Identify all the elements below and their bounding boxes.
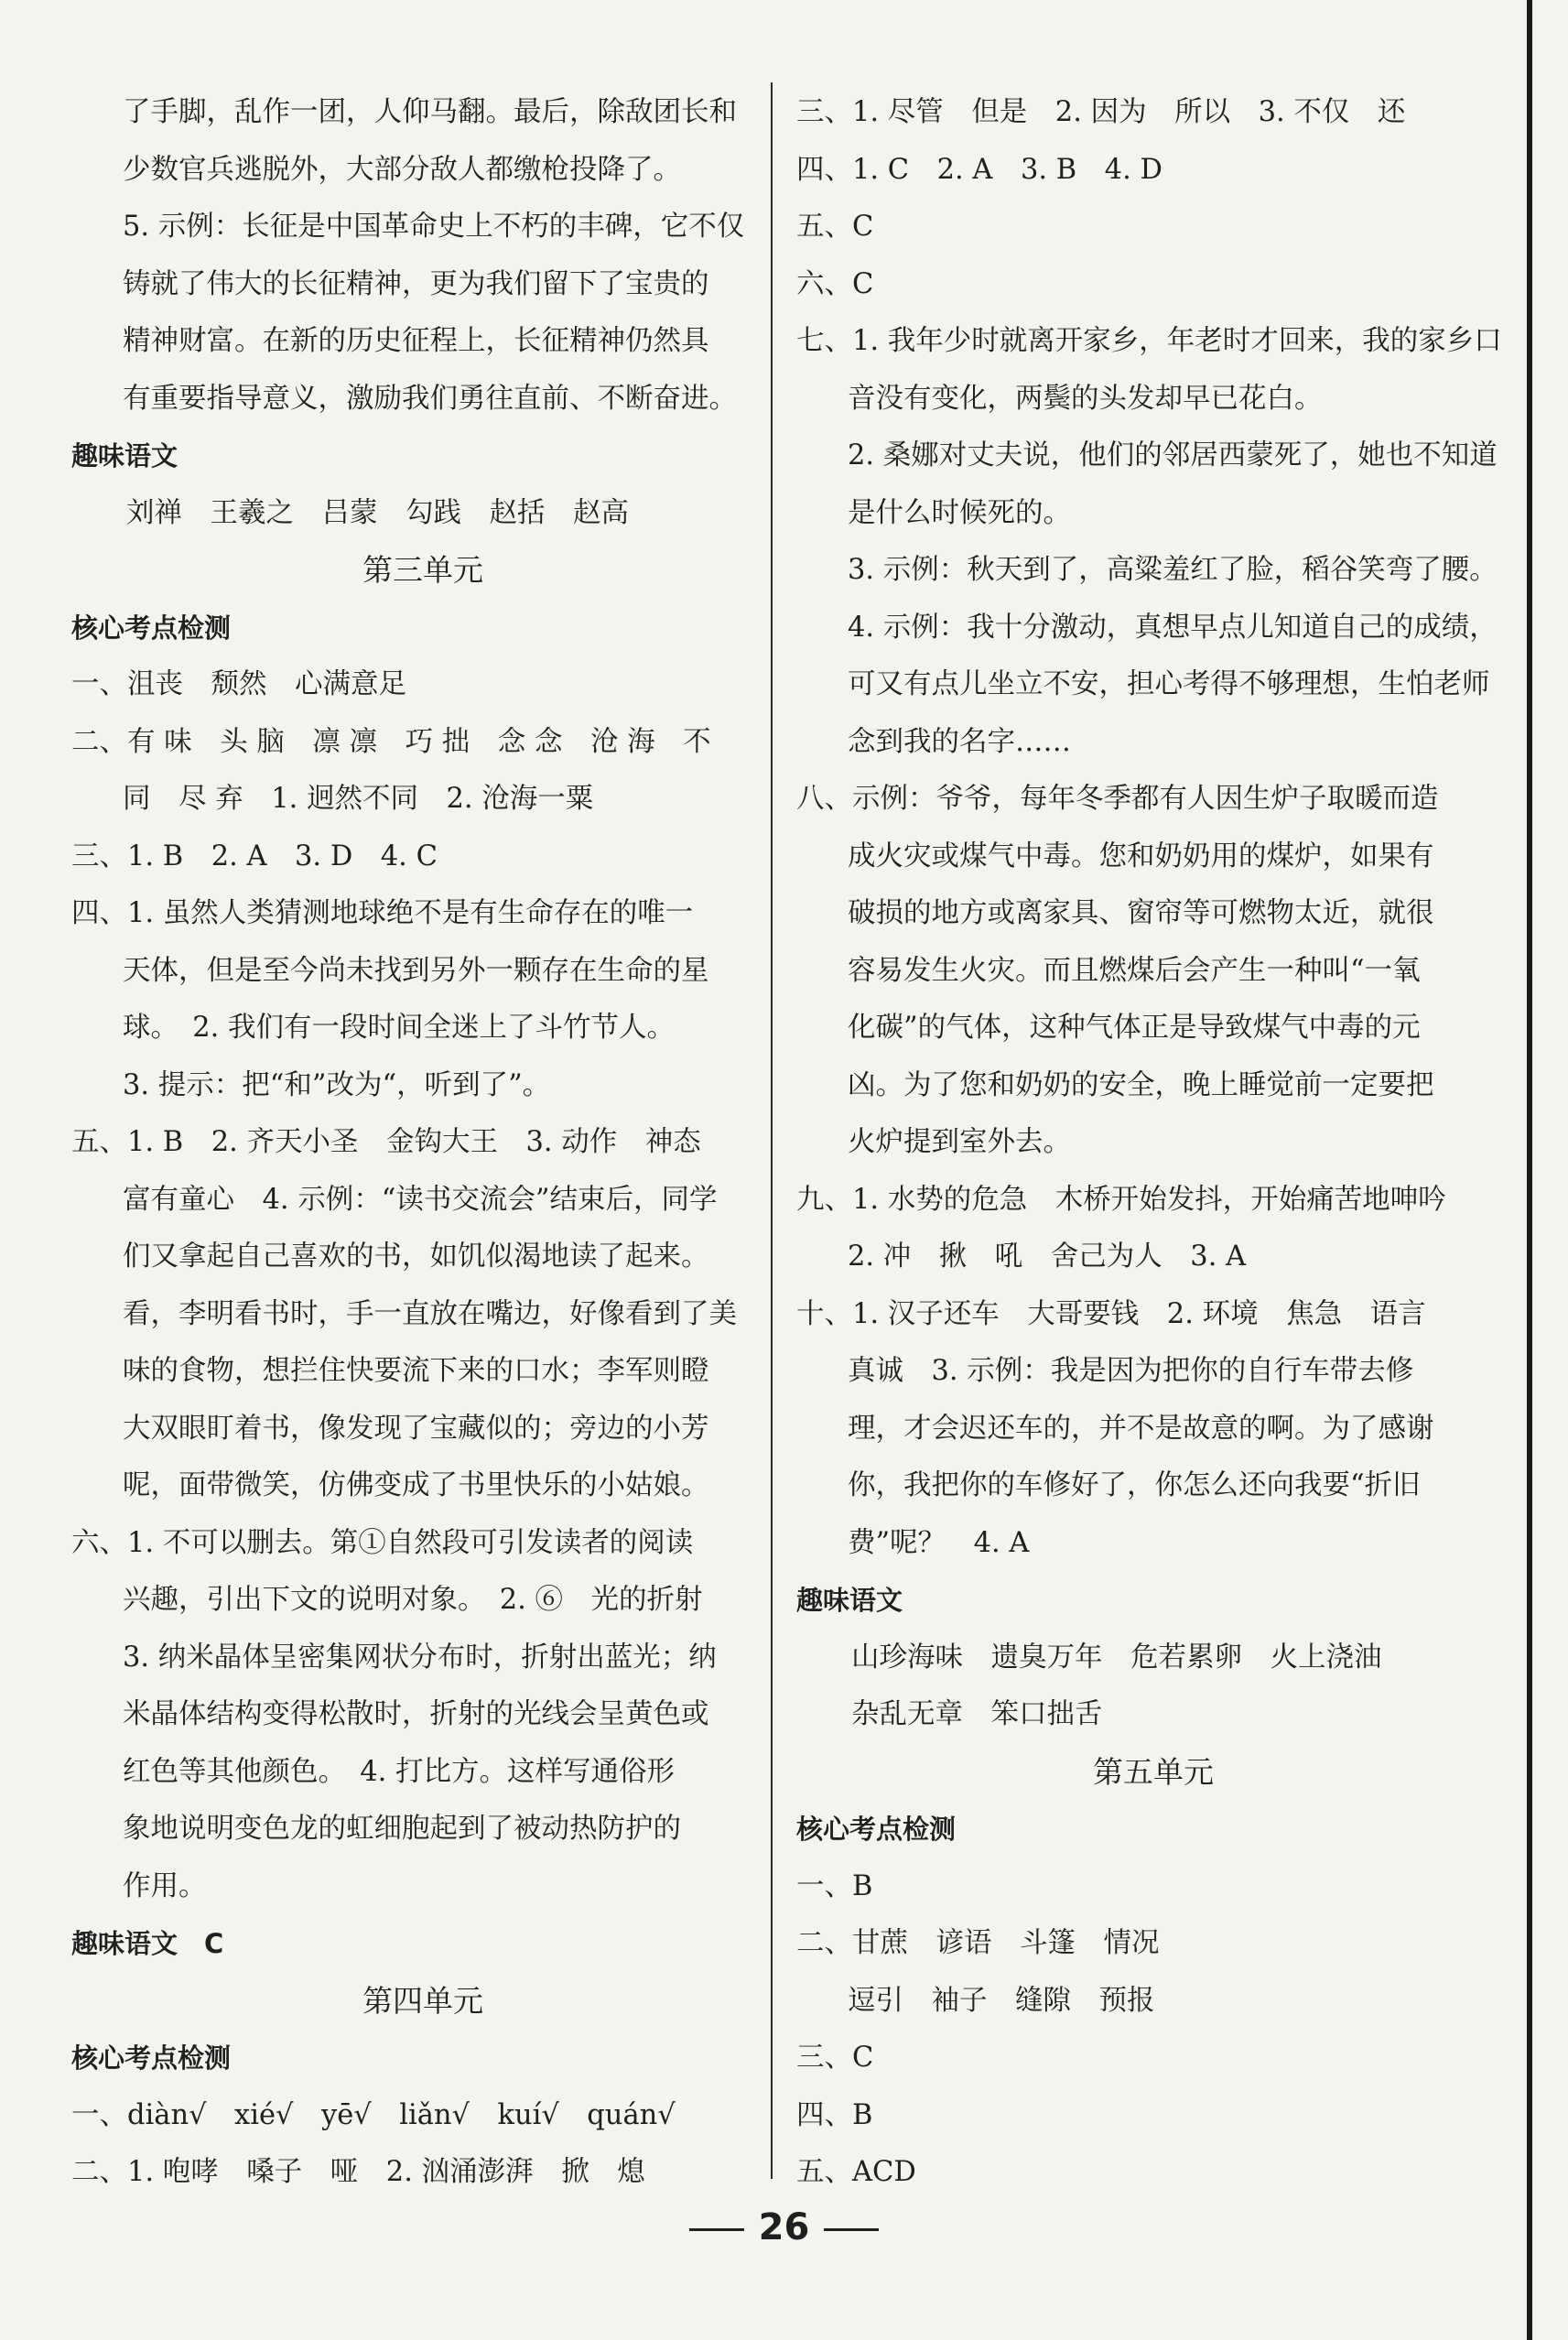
answer-line: 二、有 味 头 脑 凛 凛 巧 拙 念 念 沧 海 不 xyxy=(71,725,711,758)
answer-line: 精神财富。在新的历史征程上，长征精神仍然具 xyxy=(123,325,709,357)
answer-line: 化碳”的气体，这种气体正是导致煤气中毒的元 xyxy=(848,1012,1421,1044)
page-number-dash-left xyxy=(689,2228,744,2231)
answer-line: 们又拿起自己喜欢的书，如饥似渴地读了起来。 xyxy=(123,1240,709,1273)
answer-line: 念到我的名字…… xyxy=(848,725,1071,758)
answer-line: 红色等其他颜色。 4. 打比方。这样写通俗形 xyxy=(123,1755,676,1788)
answer-line: 铸就了伟大的长征精神，更为我们留下了宝贵的 xyxy=(123,267,709,300)
page-number-dash-right xyxy=(824,2228,879,2231)
answer-line: 成火灾或煤气中毒。您和奶奶用的煤炉，如果有 xyxy=(848,840,1434,872)
answer-line: 六、1. 不可以删去。第①自然段可引发读者的阅读 xyxy=(71,1526,694,1559)
answer-line: 3. 纳米晶体呈密集网状分布时，折射出蓝光；纳 xyxy=(123,1641,717,1674)
unit-heading: 第四单元 xyxy=(362,1982,483,2019)
section-label: 趣味语文 C xyxy=(71,1928,224,1959)
answer-line: 逗引 袖子 缝隙 预报 xyxy=(848,1984,1155,2017)
answer-line: 味的食物，想拦住快要流下来的口水；李军则瞪 xyxy=(123,1355,709,1387)
section-label: 趣味语文 xyxy=(71,440,178,471)
answer-line: 4. 示例：我十分激动，真想早点儿知道自己的成绩， xyxy=(848,611,1498,644)
answer-line: 是什么时候死的。 xyxy=(848,496,1071,529)
answer-line: 四、1. C 2. A 3. B 4. D xyxy=(796,153,1162,186)
answer-line: 一、diàn√ xié√ yē√ liǎn√ kuí√ quán√ xyxy=(71,2098,676,2131)
answer-line: 一、沮丧 颓然 心满意足 xyxy=(71,668,406,700)
answer-line: 理，才会迟还车的，并不是故意的啊。为了感谢 xyxy=(848,1412,1434,1445)
answer-line: 看，李明看书时，手一直放在嘴边，好像看到了美 xyxy=(123,1297,737,1330)
answer-line: 破损的地方或离家具、窗帘等可燃物太近，就很 xyxy=(848,897,1434,929)
right-column xyxy=(796,84,1510,2202)
answer-line: 了手脚，乱作一团，人仰马翻。最后，除敌团长和 xyxy=(123,96,737,128)
answer-line: 八、示例：爷爷，每年冬季都有人因生炉子取暖而造 xyxy=(796,783,1439,815)
answer-line: 九、1. 水势的危急 木桥开始发抖，开始痛苦地呻吟 xyxy=(796,1183,1446,1216)
answer-line: 可又有点儿坐立不安，担心考得不够理想，生怕老师 xyxy=(848,668,1490,700)
answer-line: 三、1. B 2. A 3. D 4. C xyxy=(71,840,438,872)
answer-line: 象地说明变色龙的虹细胞起到了被动热防护的 xyxy=(123,1813,681,1845)
answer-line: 富有童心 4. 示例：“读书交流会”结束后，同学 xyxy=(123,1183,718,1216)
section-label: 趣味语文 xyxy=(796,1585,903,1616)
answer-line: 同 尽 弃 1. 迥然不同 2. 沧海一粟 xyxy=(123,783,594,815)
answer-line: 有重要指导意义，激励我们勇往直前、不断奋进。 xyxy=(123,382,737,415)
unit-heading: 第三单元 xyxy=(362,552,483,588)
answer-line: 四、B xyxy=(796,2098,873,2131)
answer-line: 兴趣，引出下文的说明对象。 2. ⑥ 光的折射 xyxy=(123,1584,703,1616)
answer-line: 杂乱无章 笨口拙舌 xyxy=(851,1698,1103,1730)
answer-line: 四、1. 虽然人类猜测地球绝不是有生命存在的唯一 xyxy=(71,897,694,929)
answer-line: 三、1. 尽管 但是 2. 因为 所以 3. 不仅 还 xyxy=(796,96,1406,128)
answer-line: 你，我把你的车修好了，你怎么还向我要“折旧 xyxy=(848,1469,1421,1501)
answer-line: 天体，但是至今尚未找到另外一颗存在生命的星 xyxy=(123,954,709,987)
answer-line: 音没有变化，两鬓的头发却早已花白。 xyxy=(848,382,1323,415)
answer-line: 凶。为了您和奶奶的安全，晚上睡觉前一定要把 xyxy=(848,1068,1434,1101)
page-edge-line xyxy=(1527,0,1532,2340)
answer-line: 呢，面带微笑，仿佛变成了书里快乐的小姑娘。 xyxy=(123,1469,709,1501)
answer-line: 十、1. 汉子还车 大哥要钱 2. 环境 焦急 语言 xyxy=(796,1297,1426,1330)
unit-heading: 第五单元 xyxy=(1093,1753,1214,1790)
answer-line: 作用。 xyxy=(123,1869,207,1902)
answer-line: 2. 桑娜对丈夫说，他们的邻居西蒙死了，她也不知道 xyxy=(848,439,1498,471)
page-number-value: 26 xyxy=(758,2206,810,2248)
answer-line: 六、C xyxy=(796,267,874,300)
page-number xyxy=(0,2206,1568,2248)
answer-line: 二、甘蔗 谚语 斗篷 情况 xyxy=(796,1927,1160,1959)
answer-line: 费”呢？ 4. A xyxy=(848,1526,1030,1559)
answer-line: 山珍海味 遗臭万年 危若累卵 火上浇油 xyxy=(851,1641,1382,1674)
section-label: 核心考点检测 xyxy=(71,612,232,644)
answer-line: 3. 提示：把“和”改为“，听到了”。 xyxy=(123,1068,551,1101)
answer-line: 3. 示例：秋天到了，高粱羞红了脸，稻谷笑弯了腰。 xyxy=(848,554,1498,586)
answer-line: 七、1. 我年少时就离开家乡，年老时才回来，我的家乡口 xyxy=(796,325,1502,357)
answer-line: 球。 2. 我们有一段时间全迷上了斗竹节人。 xyxy=(123,1012,676,1044)
section-label: 核心考点检测 xyxy=(71,2042,232,2074)
answer-line: 少数官兵逃脱外，大部分敌人都缴枪投降了。 xyxy=(123,153,681,186)
answer-line: 火炉提到室外去。 xyxy=(848,1126,1071,1158)
answer-line: 5. 示例：长征是中国革命史上不朽的丰碑，它不仅 xyxy=(123,211,745,243)
section-label: 核心考点检测 xyxy=(796,1814,957,1845)
answer-line: 三、C xyxy=(796,2042,874,2074)
answer-line: 一、B xyxy=(796,1869,873,1902)
answer-line: 二、1. 咆哮 嗓子 哑 2. 汹涌澎湃 掀 熄 xyxy=(71,2156,645,2188)
answer-line: 容易发生火灾。而且燃煤后会产生一种叫“一氧 xyxy=(848,954,1421,987)
answer-line: 刘禅 王羲之 吕蒙 勾践 赵括 赵高 xyxy=(126,496,629,529)
answer-line: 五、1. B 2. 齐天小圣 金钩大王 3. 动作 神态 xyxy=(71,1126,701,1158)
left-column xyxy=(71,84,774,2202)
answer-line: 五、C xyxy=(796,211,874,243)
answer-line: 米晶体结构变得松散时，折射的光线会呈黄色或 xyxy=(123,1698,709,1730)
answer-line: 五、ACD xyxy=(796,2156,916,2188)
answer-line: 真诚 3. 示例：我是因为把你的自行车带去修 xyxy=(848,1355,1414,1387)
answer-line: 2. 冲 揪 吼 舍己为人 3. A xyxy=(848,1240,1247,1273)
answer-line: 大双眼盯着书，像发现了宝藏似的；旁边的小芳 xyxy=(123,1412,709,1445)
